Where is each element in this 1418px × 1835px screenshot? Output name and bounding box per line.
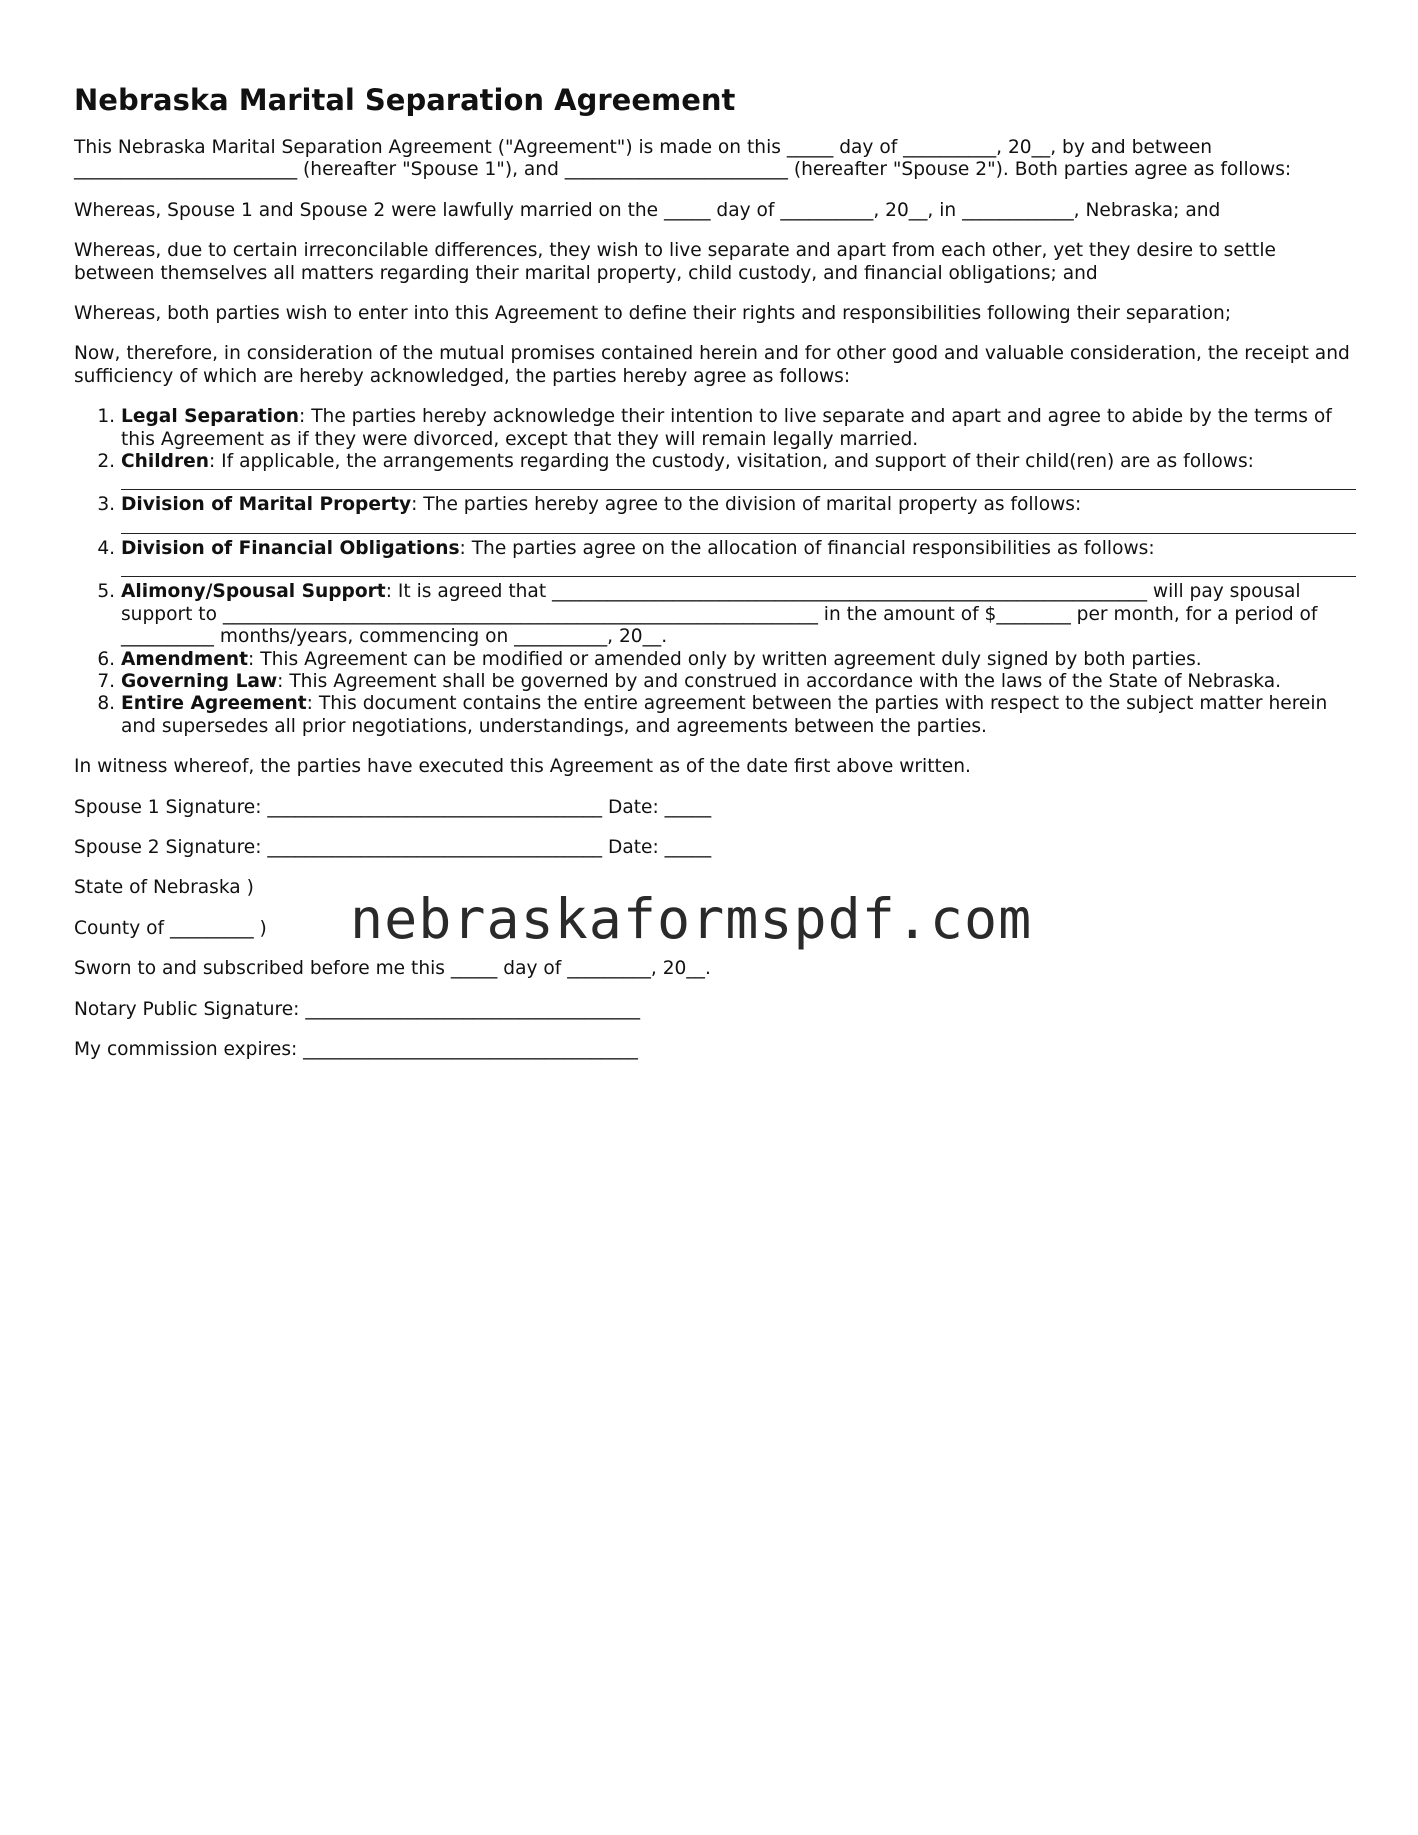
watermark: nebraskaformspdf.com — [350, 887, 1033, 951]
term-item — [121, 538, 1356, 577]
term-heading: Children — [121, 451, 209, 473]
term-heading: Alimony/Spousal Support — [121, 581, 386, 603]
term-item — [121, 451, 1356, 490]
term-item — [121, 693, 1356, 738]
whereas-differences-paragraph: Whereas, due to certain irreconcilable differences, they wish to live separate and apart from each other, yet they desire to settle between themselves all matters regarding their marital property, child custody, and financial obligations; and — [74, 240, 1276, 284]
notary-signature-line: Notary Public Signature: ____________________________________ — [74, 998, 641, 1020]
term-text: : This Agreement can be modified or amended only by written agreement duly signed by both parties. — [248, 648, 1202, 670]
state-line: State of Nebraska ) — [74, 877, 254, 899]
term-item — [121, 649, 1356, 671]
term-text: : The parties agree on the allocation of financial responsibilities as follows: — [459, 537, 1155, 559]
spouse1-signature-line: Spouse 1 Signature: ____________________________________ Date: _____ — [74, 796, 712, 818]
now-therefore-paragraph: Now, therefore, in consideration of the mutual promises contained herein and for other good and valuable consideration, the receipt and sufficiency of which are hereby acknowledged, the parties hereby agree as follows: — [74, 343, 1350, 387]
term-heading: Legal Separation — [121, 406, 300, 428]
property-fill-line — [121, 517, 1356, 534]
term-heading: Entire Agreement — [121, 693, 307, 715]
county-line: County of _________ ) — [74, 917, 267, 939]
term-item — [121, 671, 1356, 693]
whereas-married-paragraph: Whereas, Spouse 1 and Spouse 2 were lawfully married on the _____ day of __________, 20__, in ____________, Nebraska; and — [74, 199, 1221, 221]
financial-fill-line — [121, 560, 1356, 577]
term-text: : If applicable, the arrangements regarding the custody, visitation, and support of their child(ren) are as follows: — [208, 451, 1254, 473]
term-heading: Amendment — [121, 648, 249, 670]
term-heading: Governing Law — [121, 670, 278, 692]
term-text: : The parties hereby agree to the division of marital property as follows: — [411, 494, 1082, 516]
term-text: : This Agreement shall be governed by and construed in accordance with the laws of the State of Nebraska. — [277, 670, 1282, 692]
document-title: Nebraska Marital Separation Agreement — [74, 83, 736, 117]
witness-paragraph: In witness whereof, the parties have executed this Agreement as of the date first above written. — [74, 756, 971, 778]
term-heading: Division of Marital Property — [121, 494, 412, 516]
sworn-line: Sworn to and subscribed before me this _____ day of _________, 20__. — [74, 958, 711, 980]
intro-paragraph: This Nebraska Marital Separation Agreement ("Agreement") is made on this _____ day of __________, 20__, by and between ________________________ (hereafter "Spouse 1"), and ________________________ (hereafter "Spouse 2"). Both parties agree as follows: — [74, 137, 1292, 181]
term-heading: Division of Financial Obligations — [121, 537, 460, 559]
term-text: : It is agreed that ________________________________________________________________ will pay spousal support to ________________________________________________________________ in the amount of $________ per month, for a period of __________ months/years, commencing on __________, 20__. — [121, 581, 1318, 648]
term-item — [121, 406, 1356, 451]
term-text: : The parties hereby acknowledge their intention to live separate and apart and agree to abide by the terms of this Agreement as if they were divorced, except that they will remain legally married. — [121, 406, 1332, 450]
terms-list — [74, 406, 1356, 738]
term-item — [121, 494, 1356, 533]
commission-line: My commission expires: ____________________________________ — [74, 1038, 638, 1060]
term-item — [121, 581, 1356, 648]
spouse2-signature-line: Spouse 2 Signature: ____________________________________ Date: _____ — [74, 836, 712, 858]
whereas-agreement-paragraph: Whereas, both parties wish to enter into this Agreement to define their rights and responsibilities following their separation; — [74, 303, 1232, 325]
children-fill-line — [121, 473, 1356, 490]
term-text: : This document contains the entire agreement between the parties with respect to the subject matter herein and supersedes all prior negotiations, understandings, and agreements between the parties. — [121, 693, 1328, 737]
